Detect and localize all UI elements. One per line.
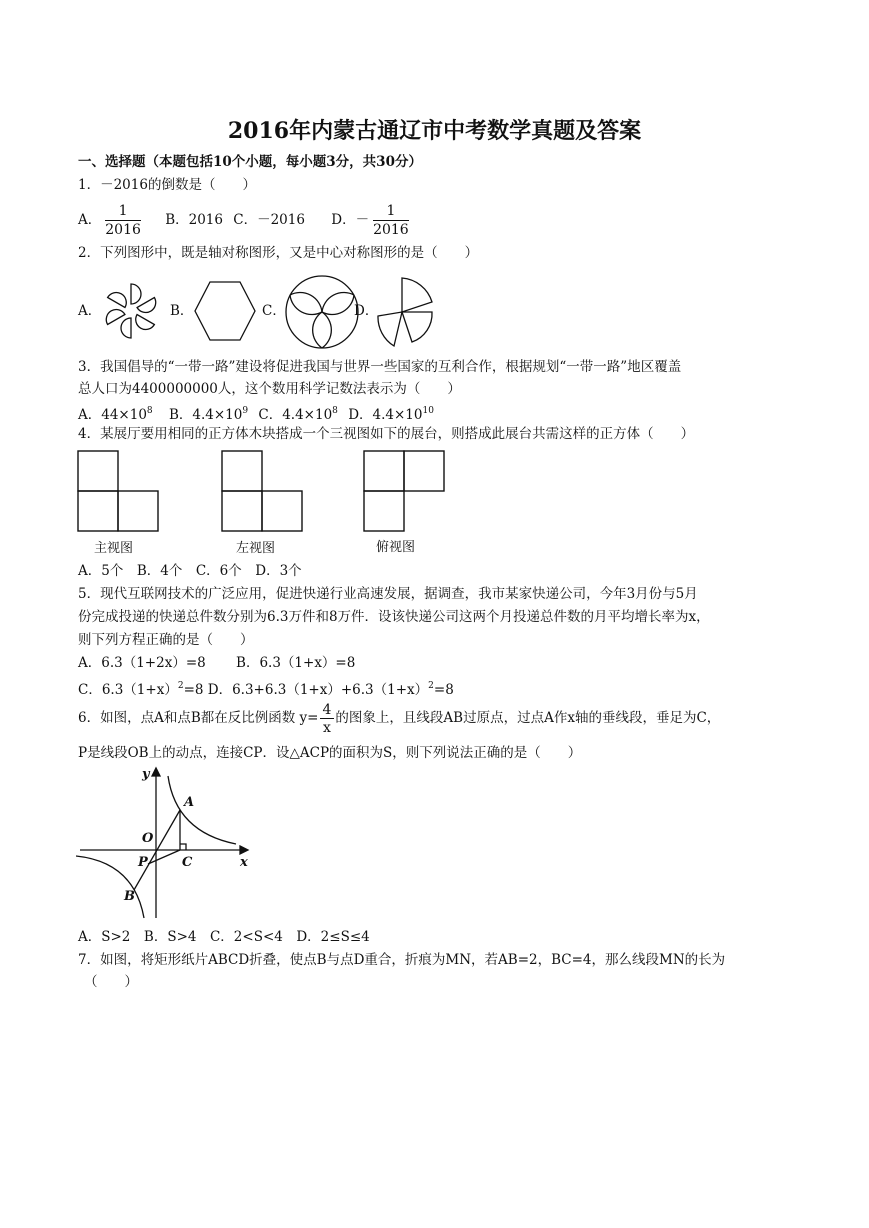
section-heading: 一、选择题（本题包括10个小题，每小题3分，共30分） [78,154,422,170]
q1-stem: 1．－2016的倒数是（ ） [78,177,256,193]
q6-label-y: y [142,767,150,782]
q6-frac-den: x [323,719,331,736]
q5-b: B．6.3（1+x）=8 [236,655,356,671]
q6-options: A．S>2 B．S>4 C．2<S<4 D．2≤S≤4 [78,929,370,945]
q3-d [348,407,434,423]
q1-a-numerator: 1 [105,203,141,221]
q6-label-o: O [142,831,154,846]
q1-d-denominator: 2016 [373,222,409,238]
q3-a-exp: 8 [146,406,153,416]
q3-line1: 3．我国倡导的“一带一路”建设将促进我国与世界一些国家的互利合作，根据规划“一带一路”地区覆盖 [78,359,682,375]
q1-b: B．2016 [165,212,223,228]
q6-fraction [320,702,335,736]
q4-label-top: 俯视图 [376,540,416,555]
q3-c-base: C．4.4×10 [258,407,333,423]
q6-line2: P是线段OB上的动点，连接CP．设△ACP的面积为S，则下列说法正确的是（ ） [78,745,582,761]
q5-c-exp: 2 [177,681,184,691]
q5-d-pre: D．6.3+6.3（1+x）+6.3（1+x） [207,682,429,698]
q3-d-base: D．4.4×10 [348,407,423,423]
q5-d [208,682,454,698]
q3-line2: 总人口为4400000000人，这个数用科学记数法表示为（ ） [78,381,461,397]
q5-line3: 则下列方程正确的是（ ） [78,632,254,648]
q6-label-c: C [182,855,193,870]
q2-figure-b-hexagon [190,276,260,346]
q6-line1 [78,700,720,736]
q6-line1-post: 的图象上，且线段AB过原点，过点A作x轴的垂线段，垂足为C， [335,710,721,726]
q5-d-post: =8 [433,682,454,698]
q2-figure-d-blades [372,272,442,352]
q4-left-view [220,448,308,534]
q2-label-a: A． [78,303,102,319]
q4-label-front: 主视图 [94,541,134,556]
q2-figure-c-circle-arcs [282,272,362,352]
q1-d-fraction [373,203,409,238]
q5-d-exp: 2 [428,681,434,691]
q6-line1-pre: 6．如图，点A和点B都在反比例函数 y= [78,710,319,726]
page-title: 2016年内蒙古通辽市中考数学真题及答案 [227,118,642,144]
q3-a-base: A．44×10 [78,407,147,423]
q3-b [169,407,248,423]
q4-front-view [76,448,164,534]
q5-c-post: =8 [183,682,204,698]
q2-label-d: D． [354,303,379,319]
q3-d-exp: 10 [422,406,434,416]
q4-top-view [362,448,450,534]
q3-b-exp: 9 [242,406,249,416]
q3-c-exp: 8 [332,406,338,416]
q7-line2: （ ） [84,974,138,990]
q2-figure-a-pinwheel [96,276,166,346]
q5-c-pre: C．6.3（1+x） [78,682,178,698]
q1-a-denominator: 2016 [105,222,141,238]
q6-graph [76,762,256,922]
q5-options-cd [78,677,454,699]
q6-label-b: B [124,889,135,904]
q1-c: C．－2016 [233,212,305,228]
q5-options-ab [78,654,355,672]
q1-a-fraction [105,203,141,238]
q1-a-prefix: A． [78,212,102,228]
q2-label-c: C． [262,303,286,319]
q5-line2: 份完成投递的快递总件数分别为6.3万件和8万件．设该快递公司这两个月投递总件数的月平均增长率为x， [78,609,710,625]
q7-line1: 7．如图，将矩形纸片ABCD折叠，使点B与点D重合，折痕为MN，若AB=2，BC=4，那么线段MN的长为 [78,952,726,968]
q1-d-prefix: D．－ [331,212,370,228]
q4-stem: 4．某展厅要用相同的正方体木块搭成一个三视图如下的展台，则搭成此展台共需这样的正方体（ ） [78,426,695,442]
q4-options: A．5个 B．4个 C．6个 D．3个 [78,563,302,579]
q5-c [78,682,203,698]
q1-d-numerator: 1 [373,203,409,221]
q6-frac-num: 4 [320,702,335,719]
q3-a [78,407,153,423]
q6-label-x: x [240,855,248,870]
q5-line1: 5．现代互联网技术的广泛应用，促进快递行业高速发展，据调查，我市某家快递公司，今年3月份与5月 [78,586,698,602]
q4-label-left: 左视图 [236,541,276,556]
q5-a: A．6.3（1+2x）=8 [78,655,206,671]
q3-b-base: B．4.4×10 [168,407,243,423]
q3-options [78,402,434,424]
q6-label-p: P [138,855,148,870]
q2-stem: 2．下列图形中，既是轴对称图形，又是中心对称图形的是（ ） [78,245,479,261]
q1-options [78,202,413,238]
q6-label-a: A [184,795,195,810]
q3-c [258,407,338,423]
q2-label-b: B． [170,303,194,319]
